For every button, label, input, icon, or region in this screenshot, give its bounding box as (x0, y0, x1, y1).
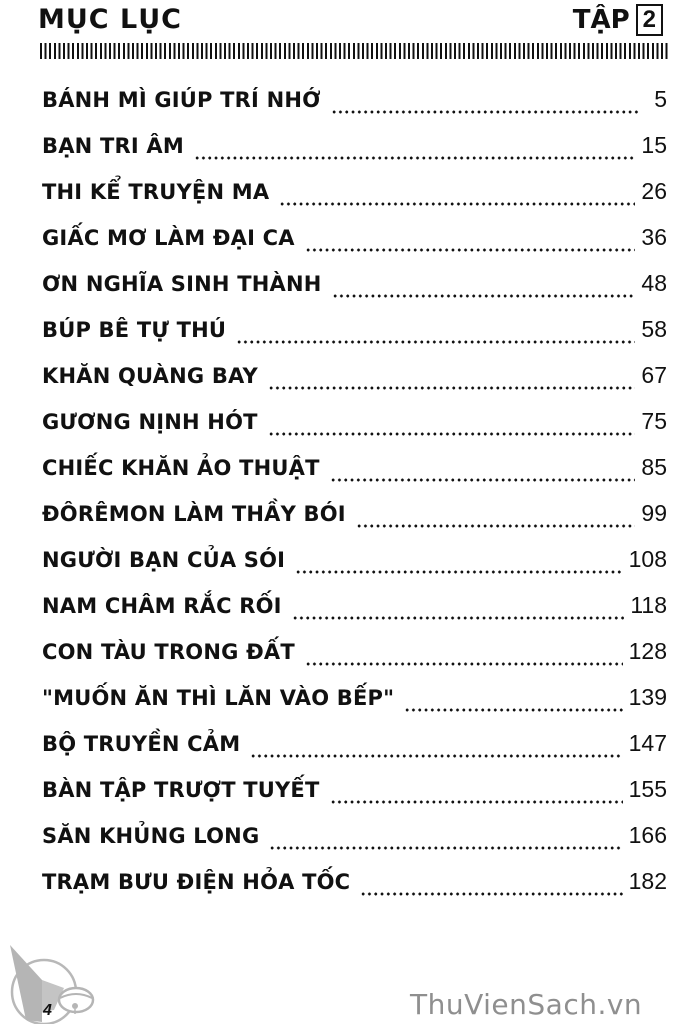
toc-entry-title: "MUỐN ĂN THÌ LĂN VÀO BẾP" (42, 686, 395, 710)
toc-entry[interactable] (42, 454, 667, 500)
dot-leader (250, 754, 622, 758)
toc-entry-title: ƠN NGHĨA SINH THÀNH (42, 272, 322, 296)
dot-leader (332, 294, 636, 298)
table-of-contents (42, 86, 667, 914)
toc-entry[interactable] (42, 408, 667, 454)
toc-entry-page: 147 (628, 730, 667, 756)
toc-entry-title: BÚP BÊ TỰ THÚ (42, 318, 227, 342)
toc-entry-page: 75 (641, 408, 667, 434)
dot-leader (268, 432, 636, 436)
toc-entry[interactable] (42, 592, 667, 638)
toc-entry-title: BẠN TRI ÂM (42, 134, 184, 158)
toc-entry-title: GIẤC MƠ LÀM ĐẠI CA (42, 226, 295, 250)
toc-entry-title: KHĂN QUÀNG BAY (42, 364, 258, 388)
dot-leader (295, 570, 622, 574)
toc-entry-title: ĐÔRÊMON LÀM THẦY BÓI (42, 502, 346, 526)
page-header (38, 4, 663, 40)
toc-entry[interactable] (42, 776, 667, 822)
toc-entry-title: NAM CHÂM RẮC RỐI (42, 594, 282, 618)
toc-entry-page: 166 (628, 822, 667, 848)
toc-entry[interactable] (42, 224, 667, 270)
dot-leader (292, 616, 625, 620)
toc-entry-title: BÀN TẬP TRƯỢT TUYẾT (42, 778, 320, 802)
toc-entry-page: 67 (641, 362, 667, 388)
watermark: ThuVienSach.vn (410, 988, 643, 1021)
toc-entry-title: CHIẾC KHĂN ẢO THUẬT (42, 456, 320, 480)
dot-leader (194, 156, 635, 160)
dot-leader (330, 478, 636, 482)
dot-leader (279, 202, 635, 206)
dot-leader (360, 892, 622, 896)
toc-entry-title: SĂN KHỦNG LONG (42, 824, 260, 848)
toc-entry[interactable] (42, 868, 667, 914)
volume-label: TẬP (572, 5, 630, 35)
page-number: 4 (43, 1002, 52, 1019)
toc-entry-title: BÁNH MÌ GIÚP TRÍ NHỚ (42, 88, 321, 112)
toc-entry-page: 182 (628, 868, 667, 894)
toc-entry-page: 128 (628, 638, 667, 664)
dot-leader (331, 110, 641, 114)
dot-leader (305, 662, 623, 666)
toc-entry[interactable] (42, 684, 667, 730)
toc-entry-page: 5 (654, 86, 667, 112)
toc-entry-page: 58 (641, 316, 667, 342)
dot-leader (269, 846, 622, 850)
toc-entry[interactable] (42, 270, 667, 316)
toc-entry[interactable] (42, 730, 667, 776)
toc-entry[interactable] (42, 362, 667, 408)
dot-leader (268, 386, 636, 390)
toc-entry-page: 118 (630, 592, 667, 618)
toc-entry-page: 15 (641, 132, 667, 158)
dot-leader (404, 708, 622, 712)
toc-entry-page: 85 (641, 454, 667, 480)
toc-entry[interactable] (42, 86, 667, 132)
toc-entry-title: CON TÀU TRONG ĐẤT (42, 640, 295, 664)
toc-entry-page: 108 (628, 546, 667, 572)
toc-entry-title: BỘ TRUYỀN CẢM (42, 732, 241, 756)
toc-entry[interactable] (42, 316, 667, 362)
toc-entry-page: 139 (628, 684, 667, 710)
toc-entry[interactable] (42, 546, 667, 592)
toc-entry-title: TRẠM BƯU ĐIỆN HỎA TỐC (42, 870, 351, 894)
toc-entry[interactable] (42, 500, 667, 546)
toc-entry[interactable] (42, 822, 667, 868)
toc-entry[interactable] (42, 178, 667, 224)
toc-entry-title: THI KỂ TRUYỆN MA (42, 180, 270, 204)
toc-entry-page: 48 (641, 270, 667, 296)
toc-entry-page: 26 (641, 178, 667, 204)
toc-entry[interactable] (42, 132, 667, 178)
toc-entry-title: NGƯỜI BẠN CỦA SÓI (42, 548, 286, 572)
dot-leader (330, 800, 623, 804)
toc-entry-title: GƯƠNG NỊNH HÓT (42, 410, 258, 434)
dot-leader (236, 340, 635, 344)
toc-entry[interactable] (42, 638, 667, 684)
volume-number: 2 (636, 4, 663, 36)
toc-entry-page: 99 (641, 500, 667, 526)
volume-indicator (573, 4, 663, 36)
toc-entry-page: 155 (628, 776, 667, 802)
dot-leader (356, 524, 636, 528)
dot-leader (305, 248, 636, 252)
hatched-divider (40, 43, 669, 59)
page-title: MỤC LỤC (38, 4, 182, 35)
toc-entry-page: 36 (641, 224, 667, 250)
